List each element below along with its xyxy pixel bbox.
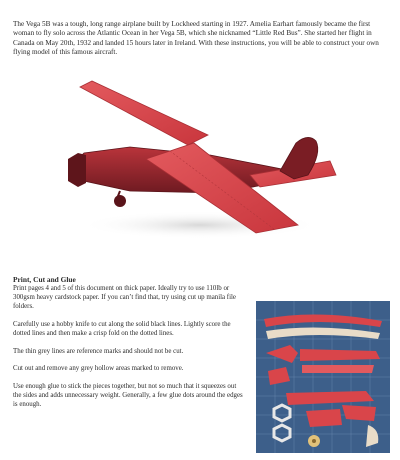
cut-pieces-photo (256, 301, 390, 453)
instruction-paragraph: The thin grey lines are reference marks and should not be cut. (13, 347, 184, 355)
vega-model-photo (60, 75, 342, 245)
instruction-paragraph: Cut out and remove any grey hollow areas marked to remove. (13, 365, 184, 373)
instruction-paragraph: Print pages 4 and 5 of this document on thick paper. Ideally try to use 110lb or 300gsm heavy cardstock paper. If you can’t find that, try using cut up manila file folders. (13, 285, 236, 311)
intro-paragraph: The Vega 5B was a tough, long range airplane built by Lockheed starting in 1927. Amelia Earhart famously became the first woman to fly solo across the Atlantic Ocean in her Vega 5B, which she nicknamed “Little Red Bus”. She started her flight in Canada on May 20th, 1932 and landed 15 hours later in Ireland. With these instructions, you will be able to construct your own flying model of this famous aircraft. (13, 20, 379, 57)
section-title: Print, Cut and Glue (13, 275, 76, 284)
instruction-paragraph: Carefully use a hobby knife to cut along the solid black lines. Lightly score the dotted lines and then make a crisp fold on the dotted lines. (13, 320, 231, 337)
instructions-body (13, 284, 243, 418)
instruction-paragraph: Use enough glue to stick the pieces together, but not so much that it squeezes out the sides and adds unnecessary weight. Generally, a few glue dots around the edges is enough. (13, 383, 243, 409)
